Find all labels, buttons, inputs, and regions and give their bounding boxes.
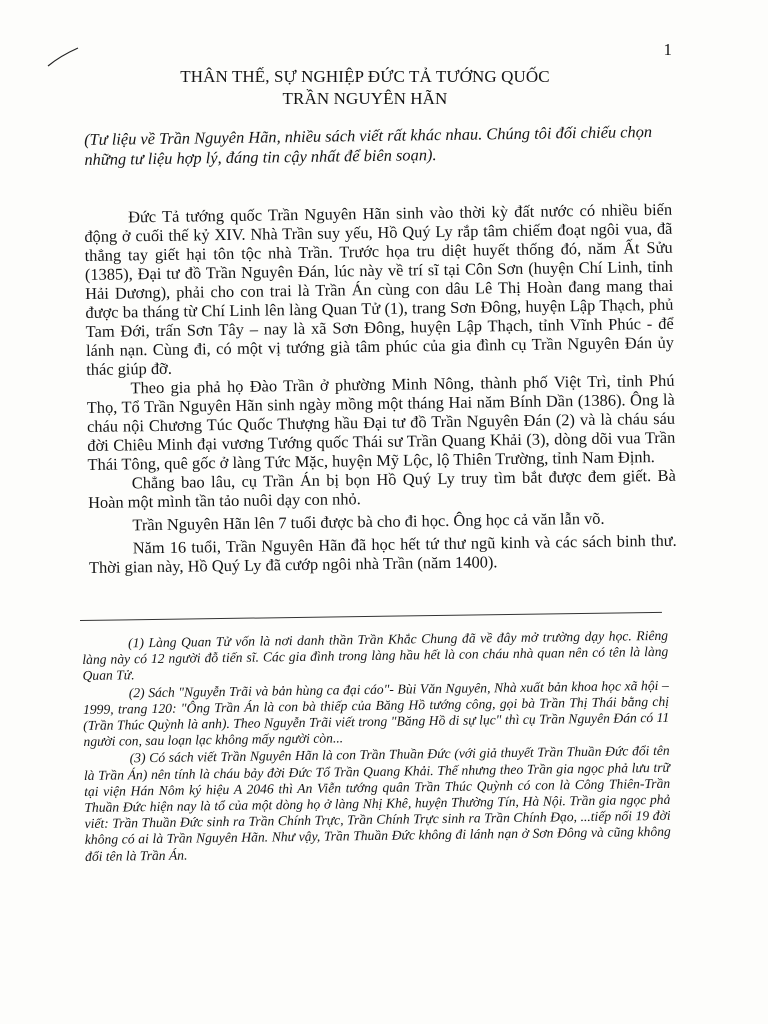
title-line-1: THÂN THẾ, SỰ NGHIỆP ĐỨC TẢ TƯỚNG QUỐC	[180, 67, 550, 86]
page-number: 1	[663, 40, 672, 59]
paragraph-4: Trần Nguyên Hãn lên 7 tuổi được bà cho đi học. Ông học cả văn lẫn võ.	[132, 508, 605, 535]
title-line-2: TRẦN NGUYÊN HÃN	[282, 89, 448, 108]
pen-stroke-mark	[46, 46, 80, 68]
footnote-1: (1) Làng Quan Tử vốn là nơi danh thần Trần Khắc Chung đã về đây mở trường dạy học. Riêng làng này có 12 người đỗ tiến sĩ. Các gia đình trong làng hầu hết là con cháu nhà quan nên có tên là làng Quan Tử.	[82, 627, 669, 684]
footnote-divider	[80, 612, 662, 621]
document-title	[100, 66, 630, 110]
footnote-2: (2) Sách "Nguyễn Trãi và bản hùng ca đại cáo"- Bùi Văn Nguyên, Nhà xuất bản khoa học xã hội – 1999, trang 120: "Ông Trần Án là con bà thiếp của Băng Hồ tướng công, gọi bà Trần Thị Thái bằng chị (Trần Thúc Quỳnh là anh). Theo Nguyễn Trãi viết trong "Băng Hồ di sự lục" thì cụ Trần Nguyên Đán có 11 người con, sau loạn lạc không mấy người còn...	[82, 677, 670, 750]
paragraph-2: Theo gia phả họ Đào Trần ở phường Minh Nông, thành phố Việt Trì, tỉnh Phú Thọ, Tổ Trần Nguyên Hãn sinh ngày mồng một tháng Hai năm Bính Dần (1386). Ông là cháu nội Chương Túc Quốc Thượng hầu Đại tư đồ Trần Nguyên Đán (2) và là cháu sáu đời Chiêu Minh đại vương Tướng quốc Thái sư Trần Quang Khải (3), dòng dõi vua Trần Thái Tông, quê gốc ở làng Tức Mặc, huyện Mỹ Lộc, lộ Thiên Trường, tỉnh Nam Định.	[86, 370, 676, 474]
intro-note: (Tư liệu về Trần Nguyên Hãn, nhiều sách viết rất khác nhau. Chúng tôi đối chiếu chọn những tư liệu hợp lý, đáng tin cậy nhất để biên soạn).	[84, 122, 653, 169]
body-text	[84, 200, 677, 577]
paragraph-5: Năm 16 tuổi, Trần Nguyên Hãn đã học hết tứ thư ngũ kinh và các sách binh thư. Thời gian này, Hồ Quý Ly đã cướp ngôi nhà Trần (năm 1400).	[88, 530, 677, 577]
footnotes	[82, 628, 671, 866]
paragraph-3: Chẳng bao lâu, cụ Trần Án bị bọn Hồ Quý Ly truy tìm bắt được đem giết. Bà Hoàn một mình tần tảo nuôi dạy con nhỏ.	[87, 465, 676, 512]
footnote-3: (3) Có sách viết Trần Nguyên Hãn là con Trần Thuần Đức (với giả thuyết Trần Thuần Đức đổi tên là Trần Án) nên tính là cháu bảy đời Đức Tổ Trần Quang Khải. Thế nhưng theo Trần gia ngọc phả lưu trữ tại viện Hán Nôm ký hiệu A 2046 thì An Viễn tướng quân Trần Thúc Quỳnh có con là Công Thiên-Trần Thuần Đức hiện nay là tổ của một dòng họ ở làng Nhị Khê, huyện Thường Tín, Hà Nội. Trần gia ngọc phả viết: Trần Thuần Đức sinh ra Trần Chính Trực, Trần Chính Trực sinh ra Trần Chính Đạo, ...tiếp nối 19 đời không có ai là Trần Nguyên Hãn. Như vậy, Trần Thuần Đức không đi lánh nạn ở Sơn Đông và cũng không đổi tên là Trần Án.	[83, 743, 671, 864]
paragraph-1: Đức Tả tướng quốc Trần Nguyên Hãn sinh vào thời kỳ đất nước có nhiều biến động ở cuối thế kỷ XIV. Nhà Trần suy yếu, Hồ Quý Ly rắp tâm chiếm đoạt ngôi vua, đã thẳng tay giết hại tôn tộc nhà Trần. Trước họa tru diệt huyết thống đó, năm Ất Sửu (1385), Đại tư đồ Trần Nguyên Đán, lúc này về trí sĩ tại Côn Sơn (huyện Chí Linh, tỉnh Hải Dương), phải cho con trai là Trần Án cùng con dâu Lê Thị Hoàn đang mang thai được ba tháng từ Chí Linh lên làng Quan Tử (1), trang Sơn Đông, huyện Lập Thạch, phủ Tam Đới, trấn Sơn Tây – nay là xã Sơn Đông, huyện Lập Thạch, tỉnh Vĩnh Phúc - để lánh nạn. Cùng đi, có một vị tướng già tâm phúc của gia đình cụ Trần Nguyên Đán ủy thác giúp đỡ.	[84, 199, 675, 379]
